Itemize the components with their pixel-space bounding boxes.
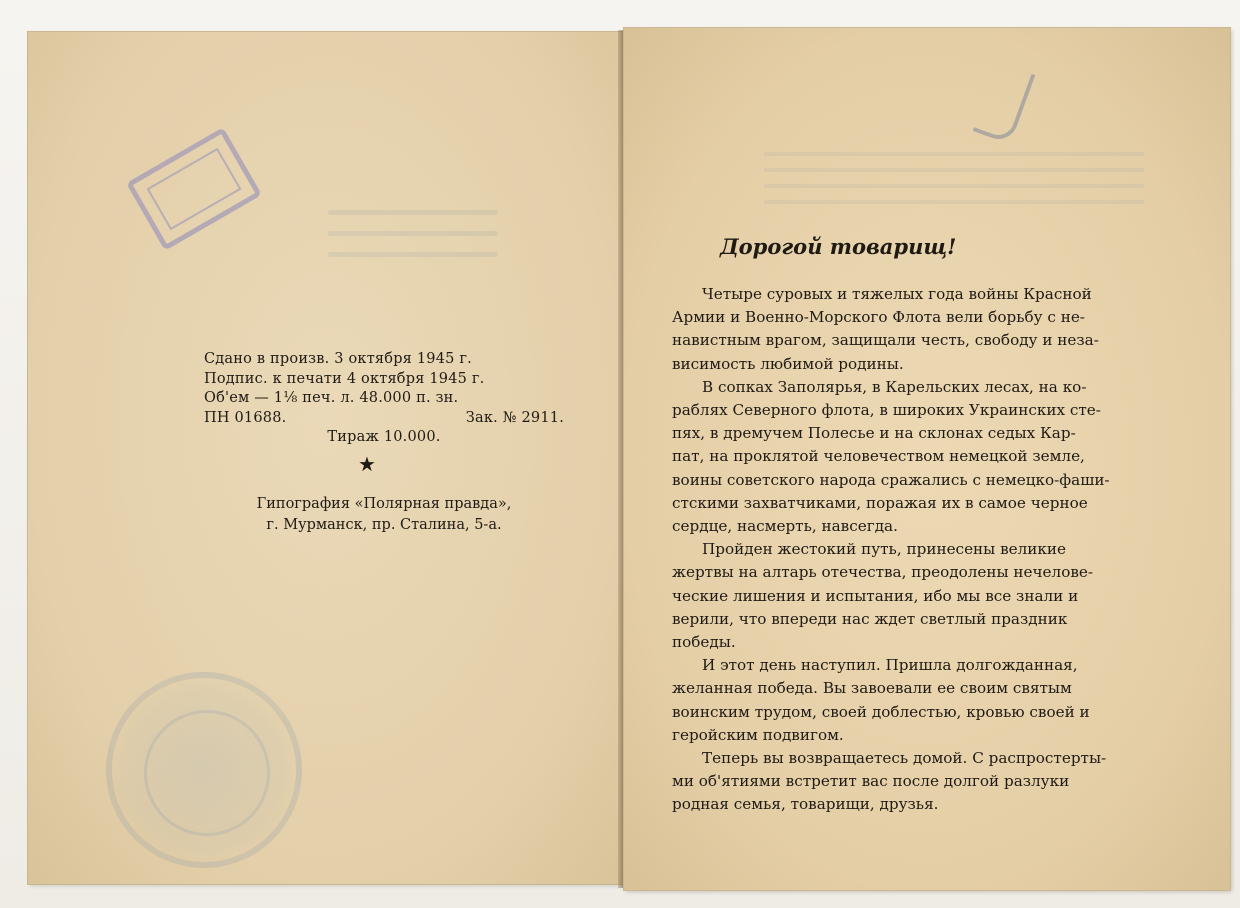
left-page [28, 32, 624, 884]
text-line: стскими захватчиками, поражая их в самое черное [672, 493, 1088, 512]
stamp-inner-frame [146, 148, 241, 231]
right-page [624, 28, 1230, 890]
printer-block [204, 494, 564, 536]
greeting-heading: Дорогой товарищ! [720, 234, 957, 259]
text-line: сердце, насмерть, навсегда. [672, 517, 898, 536]
printer-address: г. Мурманск, пр. Сталина, 5-а. [266, 517, 502, 533]
imprint-print-run: Тираж 10.000. [327, 429, 441, 445]
text-line: Четыре суровых и тяжелых года войны Красной [702, 285, 1092, 303]
text-line: В сопках Заполярья, в Карельских лесах, на ко- [702, 377, 1087, 396]
imprint-line [204, 428, 564, 448]
imprint-submitted: Сдано в произв. 3 октября 1945 г. [204, 351, 472, 367]
handwritten-check-mark [973, 61, 1036, 144]
imprint-line [204, 350, 564, 370]
printer-name: Гипография «Полярная правда», [256, 496, 512, 512]
faded-text-remnant [764, 152, 1144, 216]
faded-text-remnant [328, 210, 498, 273]
imprint-code: ПН 01688. [204, 409, 287, 426]
imprint-signed: Подпис. к печати 4 октября 1945 г. [204, 370, 485, 387]
text-line: верили, что впереди нас ждет светлый праздник [672, 609, 1068, 628]
imprint-order: Зак. № 2911. [465, 409, 564, 426]
text-line: родная семья, товарищи, друзья. [672, 795, 939, 814]
text-line: Пройден жестокий путь, принесены великие [702, 540, 1067, 559]
letter-body [672, 283, 1194, 817]
text-line: висимость любимой родины. [672, 354, 904, 373]
text-line: пат, на проклятой человечеством немецкой земле, [672, 447, 1085, 466]
imprint-line [204, 370, 564, 390]
round-stamp-icon [106, 672, 302, 868]
text-line: воинским трудом, своей доблестью, кровью своей и [672, 702, 1090, 721]
text-line: ческие лишения и испытания, ибо мы все знали и [672, 586, 1079, 605]
text-line: Армии и Военно-Морского Флота вели борьбу с не- [672, 308, 1085, 327]
text-line: пях, в дремучем Полесье и на склонах седых Кар- [672, 424, 1076, 443]
imprint-volume: Об'ем — 1⅛ печ. л. 48.000 п. зн. [204, 390, 459, 406]
text-line: И этот день наступил. Пришла долгожданная, [702, 656, 1078, 675]
imprint-line [204, 409, 564, 429]
text-line: жертвы на алтарь отечества, преодолены нечелове- [672, 563, 1094, 582]
library-stamp-square [126, 127, 262, 251]
imprint-block [204, 350, 564, 448]
text-line: воины советского народа сражались с немецко-фаши- [672, 470, 1110, 489]
star-icon: ★ [358, 452, 376, 476]
text-line: ми об'ятиями встретит вас после долгой разлуки [672, 772, 1070, 791]
text-line: раблях Северного флота, в широких Украинских сте- [672, 401, 1101, 420]
text-line: геройским подвигом. [672, 725, 844, 744]
round-stamp-inner [144, 710, 270, 836]
text-line: победы. [672, 633, 736, 652]
text-line: Теперь вы возвращаетесь домой. С распростерты- [702, 749, 1107, 768]
imprint-line [204, 389, 564, 409]
text-line: навистным врагом, защищали честь, свободу и неза- [672, 331, 1099, 350]
text-line: желанная победа. Вы завоевали ее своим святым [672, 679, 1072, 698]
